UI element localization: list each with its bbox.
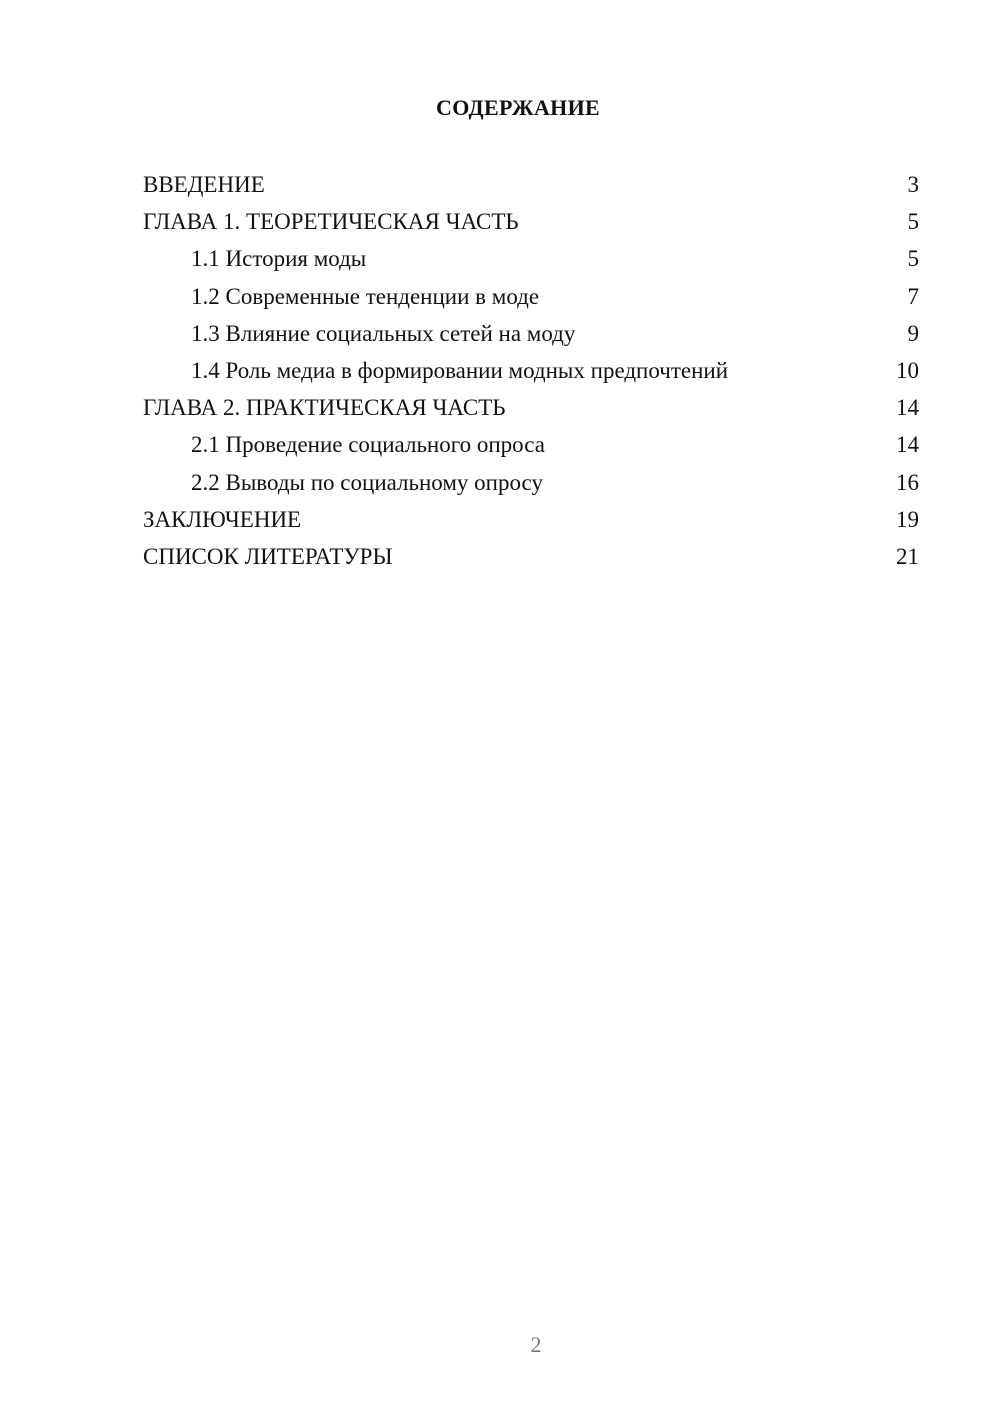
toc-subentry[interactable]: [143, 352, 919, 389]
toc-subentry-page: 16: [896, 469, 919, 495]
toc-entry-page: 21: [896, 543, 919, 569]
toc-subentry-label: 2.1 Проведение социального опроса: [191, 432, 545, 458]
toc-entry[interactable]: [143, 501, 919, 538]
toc-subentry-label: 2.2 Выводы по социальному опросу: [191, 469, 543, 495]
toc-entry-label: ЗАКЛЮЧЕНИЕ: [143, 506, 302, 532]
toc-heading: СОДЕРЖАНИЕ: [436, 95, 600, 120]
toc-subentry[interactable]: [143, 426, 919, 463]
toc-entry-label: ГЛАВА 2. ПРАКТИЧЕСКАЯ ЧАСТЬ: [143, 395, 506, 421]
toc-subentry-label: 1.4 Роль медиа в формировании модных предпочтений: [191, 357, 729, 383]
toc-subentry-label: 1.2 Современные тенденции в моде: [191, 283, 540, 309]
toc-subentry-page: 10: [896, 357, 919, 383]
toc-entry[interactable]: [143, 166, 919, 203]
toc-subentry[interactable]: [143, 240, 919, 277]
toc-entry[interactable]: [143, 389, 919, 426]
toc-subentry-label: 1.1 История моды: [191, 246, 367, 272]
toc-entry[interactable]: [143, 538, 919, 575]
toc-subentry-page: 5: [907, 246, 919, 272]
toc-subentry-page: 7: [907, 283, 919, 309]
toc-subentry-label: 1.3 Влияние социальных сетей на моду: [191, 320, 576, 346]
toc-entry-label: ВВЕДЕНИЕ: [143, 172, 265, 197]
toc-entry-page: 3: [907, 172, 919, 197]
toc-heading-wrap: [0, 95, 1000, 121]
page-number: 2: [530, 1332, 542, 1357]
toc-entry-label: СПИСОК ЛИТЕРАТУРЫ: [143, 543, 393, 569]
toc-subentry[interactable]: [143, 464, 919, 501]
toc-entry-page: 19: [896, 506, 919, 532]
toc-subentry[interactable]: [143, 315, 919, 352]
toc-subentry-page: 14: [896, 432, 919, 458]
toc-entry-page: 5: [907, 209, 919, 235]
table-of-contents: [143, 166, 919, 575]
toc-entry-label: ГЛАВА 1. ТЕОРЕТИЧЕСКАЯ ЧАСТЬ: [143, 209, 519, 235]
toc-entry-page: 14: [896, 395, 919, 421]
toc-subentry[interactable]: [143, 278, 919, 315]
toc-subentry-page: 9: [907, 320, 919, 346]
toc-entry[interactable]: [143, 203, 919, 240]
